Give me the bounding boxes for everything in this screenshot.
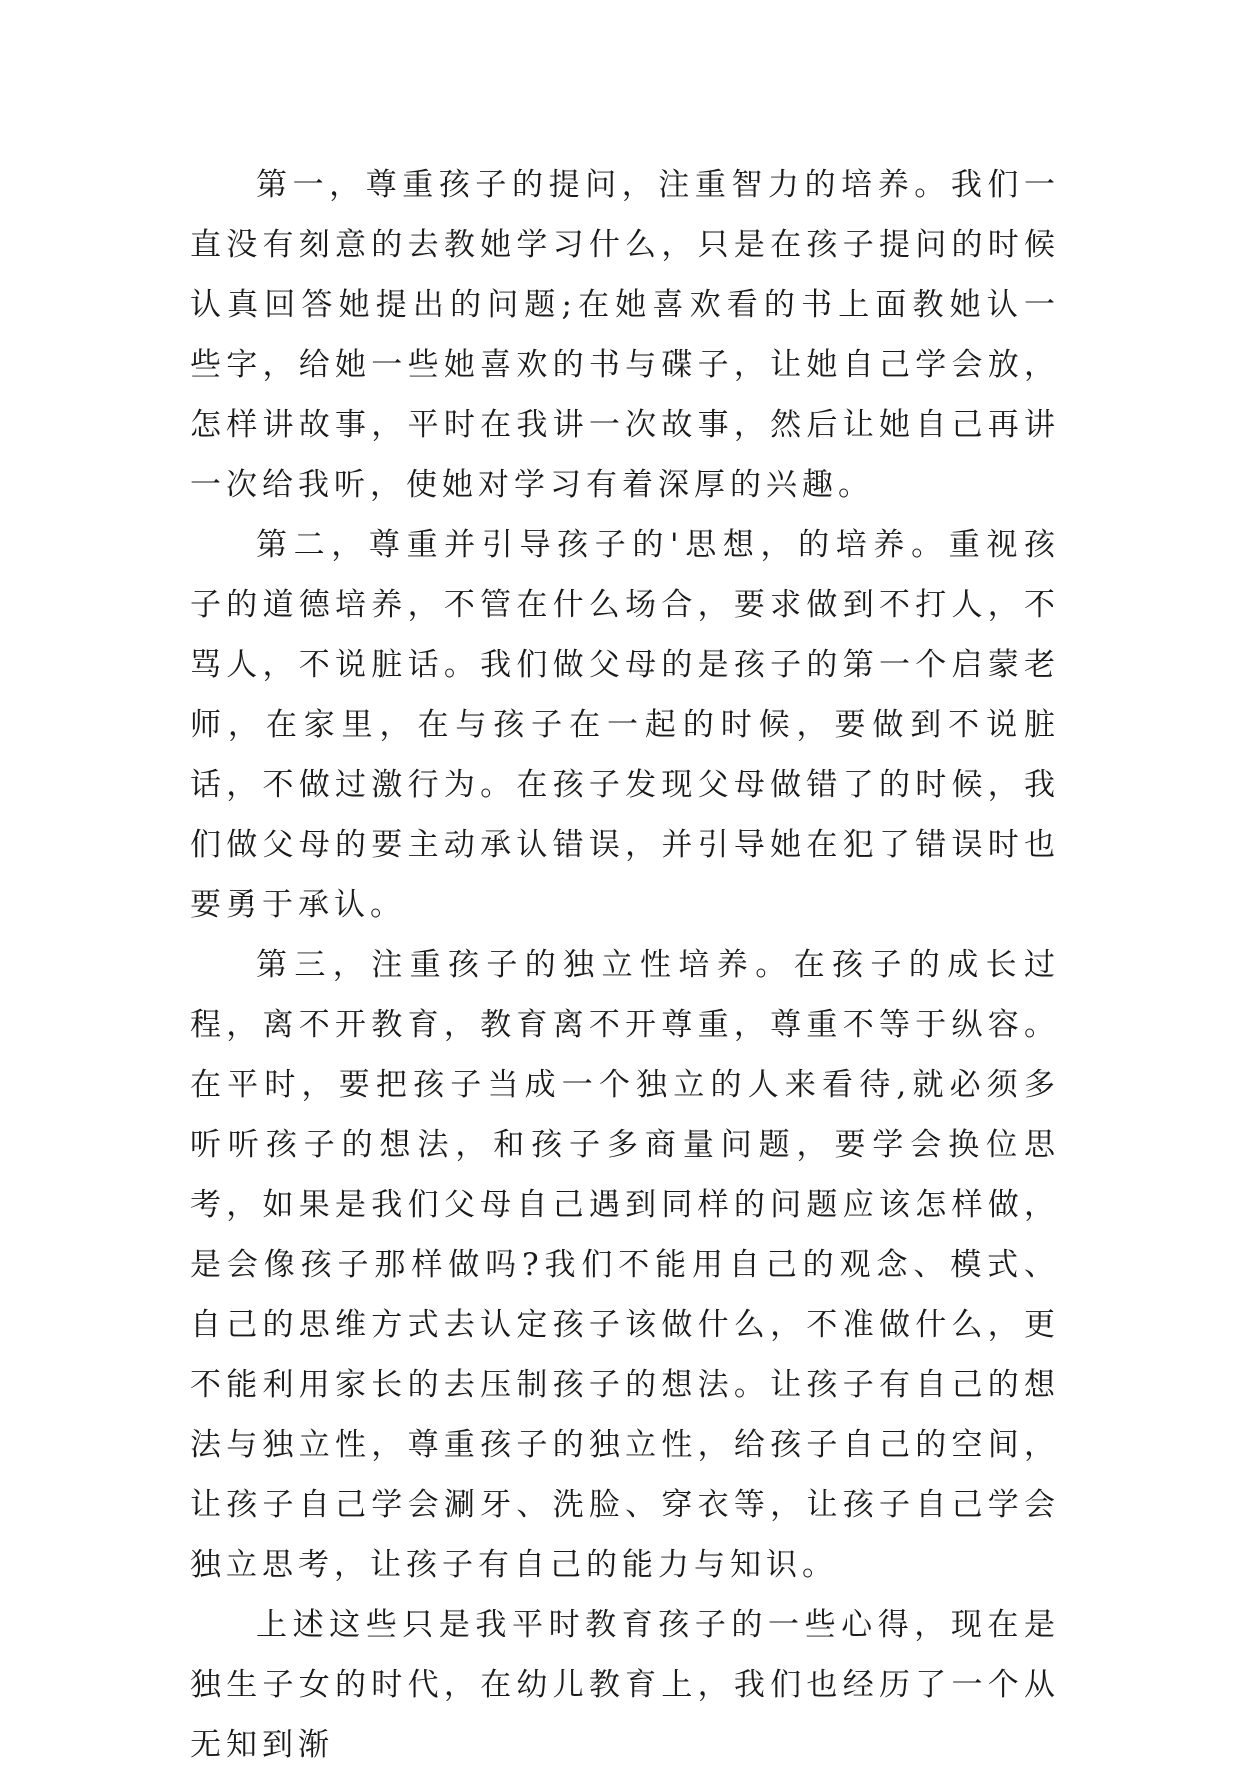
paragraph-1: 第一，尊重孩子的提问，注重智力的培养。我们一直没有刻意的去教她学习什么，只是在孩子提问的时候认真回答她提出的问题;在她喜欢看的书上面教她认一些字，给她一些她喜欢的书与碟子，让她自己学会放，怎样讲故事，平时在我讲一次故事，然后让她自己再讲一次给我听，使她对学习有着深厚的兴趣。 — [190, 167, 1060, 503]
paragraph-2: 第二，尊重并引导孩子的'思想，的培养。重视孩子的道德培养，不管在什么场合，要求做到不打人，不骂人，不说脏话。我们做父母的是孩子的第一个启蒙老师，在家里，在与孩子在一起的时候，要做到不说脏话，不做过激行为。在孩子发现父母做错了的时候，我们做父母的要主动承认错误，并引导她在犯了错误时也要勇于承认。 — [190, 527, 1060, 923]
paragraph-4: 上述这些只是我平时教育孩子的一些心得，现在是独生子女的时代，在幼儿教育上，我们也经历了一个从无知到渐 — [190, 1607, 1060, 1763]
document-page — [190, 155, 1060, 1775]
paragraph-3: 第三，注重孩子的独立性培养。在孩子的成长过程，离不开教育，教育离不开尊重，尊重不等于纵容。在平时，要把孩子当成一个独立的人来看待,就必须多听听孩子的想法，和孩子多商量问题，要学会换位思考，如果是我们父母自己遇到同样的问题应该怎样做，是会像孩子那样做吗?我们不能用自己的观念、模式、自己的思维方式去认定孩子该做什么，不准做什么，更不能利用家长的去压制孩子的想法。让孩子有自己的想法与独立性，尊重孩子的独立性，给孩子自己的空间，让孩子自己学会涮牙、洗脸、穿衣等，让孩子自己学会独立思考，让孩子有自己的能力与知识。 — [190, 947, 1060, 1583]
